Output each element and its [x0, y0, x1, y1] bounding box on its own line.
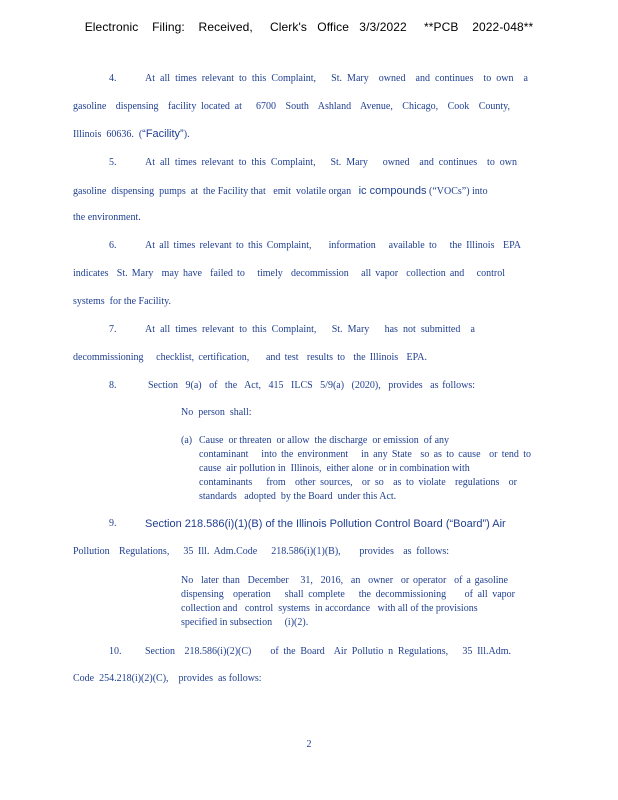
defined-term-facility: “Facility” — [142, 128, 184, 140]
paragraph-8-line-1: Section 9(a) of the Act, 415 ILCS 5/9(a) (2020), provides as follows: — [148, 380, 475, 391]
paragraph-8-item-line-3: cause air pollution in Illinois, either alone or in combination with — [199, 463, 470, 474]
paragraph-9-line-2: Pollution Regulations, 35 Ill. Adm.Code 218.586(i)(1)(B), provides as follows: — [73, 546, 449, 557]
paragraph-9-number: 9. — [109, 518, 117, 529]
paragraph-6-number: 6. — [109, 240, 117, 251]
paragraph-9-quote-line-4: specified in subsection (i)(2). — [181, 617, 309, 628]
paragraph-5-line-3: the environment. — [73, 212, 141, 223]
paragraph-9-line-1: Section 218.586(i)(1)(B) of the Illinois Pollution Control Board (“Board”) Air — [145, 518, 506, 530]
paragraph-8-item-line-1: Cause or threaten or allow the discharge or emission of any — [199, 435, 450, 446]
paragraph-5-line-2 — [73, 185, 488, 198]
paragraph-7-line-2: decommissioning checklist, certification, and test results to the Illinois EPA. — [73, 352, 427, 363]
paragraph-4-line-3a: Illinois 60636. ( — [73, 129, 143, 140]
paragraph-8-quote-intro: No person shall: — [181, 407, 252, 418]
paragraph-9-quote-line-1: No later than December 31, 2016, an owner or operator of a gasoline — [181, 575, 508, 586]
paragraph-7-number: 7. — [109, 324, 117, 335]
paragraph-6-line-2: indicates St. Mary may have failed to timely decommission all vapor collection and control — [73, 268, 505, 279]
paragraph-4-line-3c: ). — [183, 129, 190, 140]
paragraph-8-item-line-4: contaminants from other sources, or so as to violate regulations or — [199, 477, 517, 488]
paragraph-9-quote-line-3: collection and control systems in accordance with all of the provisions — [181, 603, 478, 614]
paragraph-8-item-line-2: contaminant into the environment in any State so as to cause or tend to — [199, 449, 531, 460]
paragraph-8-number: 8. — [109, 380, 117, 391]
paragraph-7-line-1: At all times relevant to this Complaint, St. Mary has not submitted a — [145, 324, 475, 335]
paragraph-4-number: 4. — [109, 73, 117, 84]
paragraph-10-line-1: Section 218.586(i)(2)(C) of the Board Air Pollutio n Regulations, 35 Ill.Adm. — [145, 646, 511, 657]
term-voc: ic compounds — [358, 185, 427, 197]
paragraph-5-line-1: At all times relevant to this Complaint, St. Mary owned and continues to own — [145, 157, 517, 168]
paragraph-6-line-3: systems for the Facility. — [73, 296, 171, 307]
paragraph-5-line-2c: (“VOCs”) into — [426, 186, 488, 197]
paragraph-4-line-1: At all times relevant to this Complaint, St. Mary owned and continues to own a — [145, 73, 528, 84]
paragraph-8-item-line-5: standards adopted by the Board under this Act. — [199, 491, 397, 502]
paragraph-10-line-2: Code 254.218(i)(2)(C), provides as follows: — [73, 673, 262, 684]
paragraph-5-line-2a: gasoline dispensing pumps at the Facility that emit volatile organ — [73, 186, 359, 197]
paragraph-10-number: 10. — [109, 646, 122, 657]
paragraph-4-line-2: gasoline dispensing facility located at 6700 South Ashland Avenue, Chicago, Cook County, — [73, 101, 510, 112]
paragraph-8-item-label: (a) — [181, 435, 193, 446]
paragraph-4-line-3 — [73, 128, 190, 141]
page-number: 2 — [306, 739, 312, 750]
filing-header: Electronic Filing: Received, Clerk's Office 3/3/2022 **PCB 2022-048** — [84, 20, 534, 34]
paragraph-5-number: 5. — [109, 157, 117, 168]
paragraph-6-line-1: At all times relevant to this Complaint, information available to the Illinois EPA — [145, 240, 521, 251]
paragraph-9-quote-line-2: dispensing operation shall complete the decommissioning of all vapor — [181, 589, 515, 600]
